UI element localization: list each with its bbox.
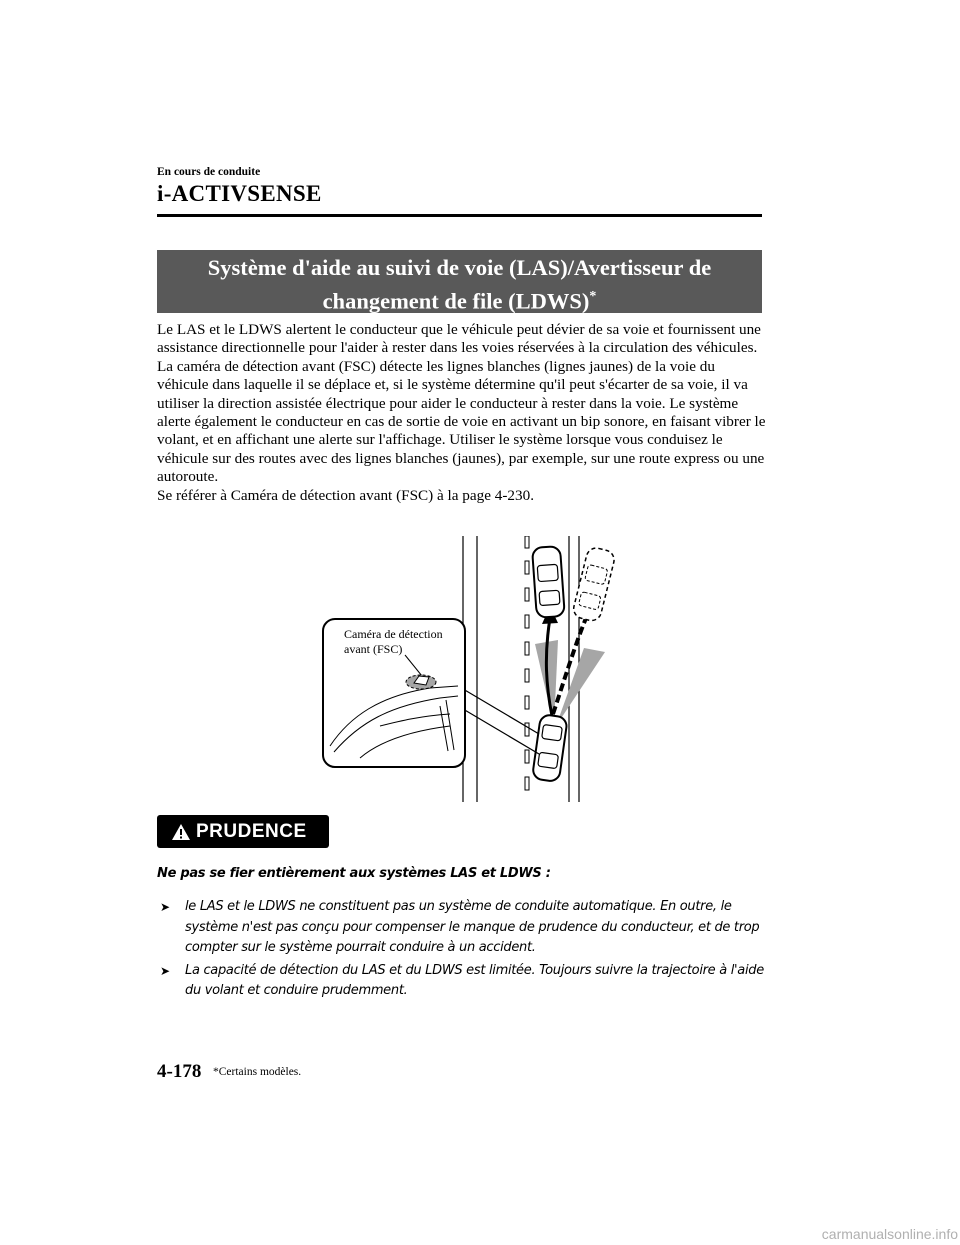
caution-badge (157, 815, 329, 848)
caution-item-text: le LAS et le LDWS ne constituent pas un système de conduite automatique. En outre, le système n'est pas conçu pour compenser le manque de prudence du conducteur, et de trop compter sur le système pourrait conduire à un accident. (185, 899, 760, 955)
page-title-line1: Système d'aide au suivi de voie (LAS)/Avertisseur de (207, 255, 712, 280)
car-upper (532, 546, 565, 618)
callout-label: Caméra de détection (344, 627, 443, 641)
page-title-box (157, 250, 762, 313)
page-title-line2-text: changement de file (LDWS) (322, 288, 590, 314)
callout-connector (458, 706, 539, 754)
footnote-marker: * (589, 289, 597, 304)
body-paragraph: La caméra de détection avant (FSC) détecte les lignes blanches (lignes jaunes) de la voie du véhicule dans laquelle il se déplace et, si le système détermine qu'il peut s'écarter de sa voie, il va utiliser la direction assistée électrique pour aider le conducteur à rester dans la voie. Le système alerte également le conducteur en cas de sortie de voie en activant un bip sonore, en faisant vibrer le volant, et en affichant une alerte sur l'affichage. Utiliser le système lorsque vous conduisez le véhicule sur des routes avec des lignes blanches (jaunes), par exemple, sur une route express ou une autoroute. (157, 357, 766, 486)
caution-item (157, 961, 777, 1002)
lane-assist-illustration (320, 536, 640, 802)
arrow-bullet-icon: ➤ (160, 963, 170, 978)
caution-item (157, 897, 777, 959)
body-text (157, 321, 767, 505)
callout-connector (458, 686, 539, 734)
warning-triangle-icon (171, 823, 191, 841)
arrow-bullet-icon: ➤ (160, 900, 170, 914)
caution-label: PRUDENCE (196, 820, 307, 842)
caution-heading: Ne pas se fier entièrement aux systèmes LAS et LDWS : (157, 866, 551, 881)
car-lower (532, 714, 568, 782)
footnote: *Certains modèles. (213, 1066, 302, 1078)
page-number: 4-178 (157, 1061, 202, 1082)
caution-list (157, 897, 777, 1004)
lane-dashes (525, 536, 529, 790)
caution-item-text: La capacité de détection du LAS et du LDWS est limitée. Toujours suivre la trajectoire à l'aide du volant et conduire prudemment. (185, 962, 764, 998)
callout-label: avant (FSC) (344, 642, 403, 656)
header-rule (157, 214, 762, 217)
car-ghost (572, 546, 617, 623)
body-paragraph: Le LAS et le LDWS alertent le conducteur que le véhicule peut dévier de sa voie et fournissent une assistance directionnelle pour l'aider à rester dans les voies réservées à la circulation des véhicules. (157, 321, 761, 357)
watermark: carmanualsonline.info (821, 1226, 958, 1242)
section-title: i-ACTIVSENSE (157, 181, 322, 206)
body-paragraph: Se référer à Caméra de détection avant (FSC) à la page 4-230. (157, 486, 534, 504)
section-label: En cours de conduite (157, 166, 261, 178)
page-title-line2 (157, 282, 762, 316)
